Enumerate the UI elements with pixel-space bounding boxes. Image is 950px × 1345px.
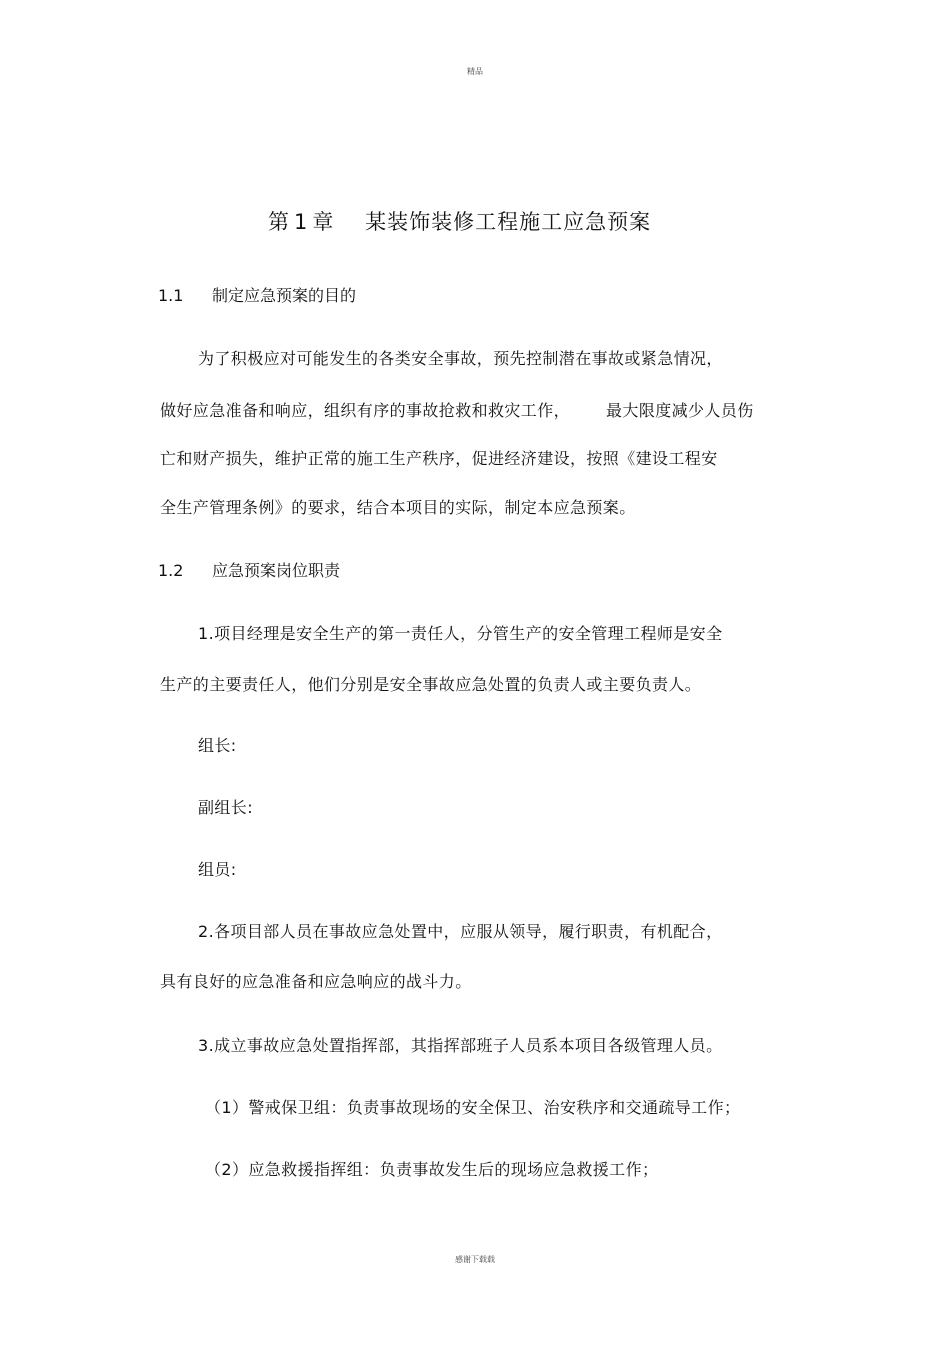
paragraph-line: 全生产管理条例》的要求，结合本项目的实际，制定本应急预案。 <box>160 498 636 517</box>
paragraph-text: 最大限度减少人员伤 <box>606 401 754 420</box>
role-leader: 组长: <box>198 736 237 755</box>
section-number: 1.1 <box>158 286 184 305</box>
paragraph-line: 为了积极应对可能发生的各类安全事故，预先控制潜在事故或紧急情况， <box>198 349 723 368</box>
chapter-number: 1 <box>294 210 309 234</box>
chapter-prefix: 第 <box>268 210 290 234</box>
role-member: 组员: <box>198 860 237 879</box>
chapter-name: 某装饰装修工程施工应急预案 <box>365 210 652 234</box>
page-footer: 感谢下载载 <box>455 1255 495 1264</box>
section-heading-1-2 <box>158 558 340 581</box>
section-title: 制定应急预案的目的 <box>212 286 357 305</box>
section-heading-1-1 <box>158 283 356 306</box>
role-deputy: 副组长: <box>198 798 253 817</box>
paragraph-text: 做好应急准备和响应，组织有序的事故抢救和救灾工作， <box>160 401 571 420</box>
chapter-title <box>268 206 651 236</box>
section-number: 1.2 <box>158 561 184 580</box>
page-header: 精品 <box>467 67 483 76</box>
item-3-line: 3.成立事故应急处置指挥部，其指挥部班子人员系本项目各级管理人员。 <box>198 1036 723 1055</box>
paragraph-line: 亡和财产损失，维护正常的施工生产秩序，促进经济建设，按照《建设工程安 <box>160 449 718 468</box>
sub-item-1: （1）警戒保卫组：负责事故现场的安全保卫、治安秩序和交通疏导工作； <box>205 1098 741 1117</box>
item-2-line: 2.各项目部人员在事故应急处置中，应服从领导，履行职责，有机配合， <box>198 922 723 941</box>
item-2-line: 具有良好的应急准备和应急响应的战斗力。 <box>160 972 472 991</box>
item-1-line: 1.项目经理是安全生产的第一责任人，分管生产的安全管理工程师是安全 <box>198 624 723 643</box>
item-1-line: 生产的主要责任人，他们分别是安全事故应急处置的负责人或主要负责人。 <box>160 675 702 694</box>
sub-item-2: （2）应急救援指挥组：负责事故发生后的现场应急救援工作； <box>205 1160 659 1179</box>
section-title: 应急预案岗位职责 <box>212 561 341 580</box>
paragraph-line <box>160 398 754 421</box>
chapter-suffix: 章 <box>312 210 335 234</box>
